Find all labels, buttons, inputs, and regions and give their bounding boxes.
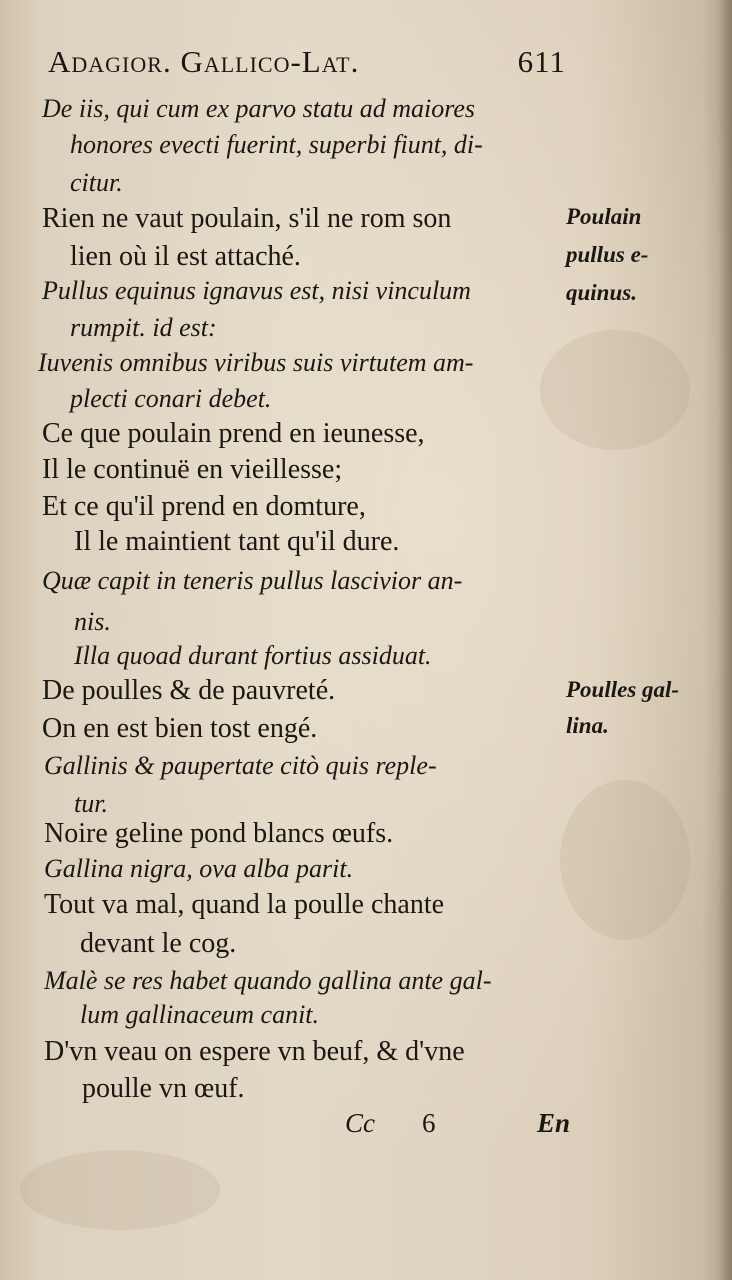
text-line: Pullus equinus ignavus est, nisi vinculum	[42, 276, 471, 305]
signature-number: 6	[422, 1108, 436, 1138]
text-line: De poulles & de pauvreté.	[42, 675, 336, 706]
text-line: rumpit. id est:	[70, 313, 217, 342]
text-line: lum gallinaceum canit.	[80, 1000, 320, 1029]
text-line: citur.	[70, 168, 123, 197]
text-line: On en est bien tost engé.	[42, 713, 318, 744]
text-line: Gallina nigra, ova alba parit.	[44, 854, 354, 883]
text-line: poulle vn œuf.	[82, 1073, 245, 1104]
text-line: plecti conari debet.	[70, 384, 272, 413]
text-line: Illa quoad durant fortius assiduat.	[74, 641, 432, 670]
text-line: Et ce qu'il prend en domture,	[42, 491, 366, 522]
text-line: nis.	[74, 607, 111, 636]
text-line: Noire geline pond blancs œufs.	[44, 818, 394, 849]
text-line: Il le maintient tant qu'il dure.	[74, 526, 400, 557]
paper-stain	[560, 780, 690, 940]
margin-note-line: pullus e-	[566, 242, 649, 267]
text-line: D'vn veau on espere vn beuf, & d'vne	[44, 1036, 465, 1067]
text-line: Gallinis & paupertate citò quis reple-	[44, 751, 437, 780]
text-line: devant le cog.	[80, 928, 237, 959]
margin-note-line: Poulain	[566, 204, 642, 229]
margin-note-line: quinus.	[566, 280, 637, 305]
text-line: honores evecti fuerint, superbi fiunt, di-	[70, 130, 483, 159]
page-edge-shadow	[718, 0, 732, 1280]
margin-note-line: lina.	[566, 713, 609, 738]
text-line: lien où il est attaché.	[70, 241, 301, 272]
folio-number: 611	[517, 44, 566, 79]
text-line: Il le continuë en vieillesse;	[42, 454, 343, 485]
text-line: Iuvenis omnibus viribus suis virtutem am-	[38, 348, 474, 377]
text-line: De iis, qui cum ex parvo statu ad maiores	[42, 94, 476, 123]
paper-stain	[540, 330, 690, 450]
running-title: Adagior. Gallico-Lat.	[48, 44, 360, 79]
page-footer	[345, 1108, 570, 1142]
catchword: En	[536, 1108, 570, 1138]
paper-stain	[20, 1150, 220, 1230]
text-line: Quæ capit in teneris pullus lascivior an-	[42, 566, 463, 595]
text-line: Tout va mal, quand la poulle chante	[44, 889, 445, 920]
text-line: Rien ne vaut poulain, s'il ne rom son	[42, 203, 452, 234]
margin-note-line: Poulles gal-	[566, 677, 680, 702]
running-header	[48, 44, 568, 84]
text-line: Ce que poulain prend en ieunesse,	[42, 418, 425, 449]
text-line: Malè se res habet quando gallina ante gal-	[44, 966, 492, 995]
signature-mark: Cc	[345, 1108, 375, 1138]
text-line: tur.	[74, 789, 108, 818]
